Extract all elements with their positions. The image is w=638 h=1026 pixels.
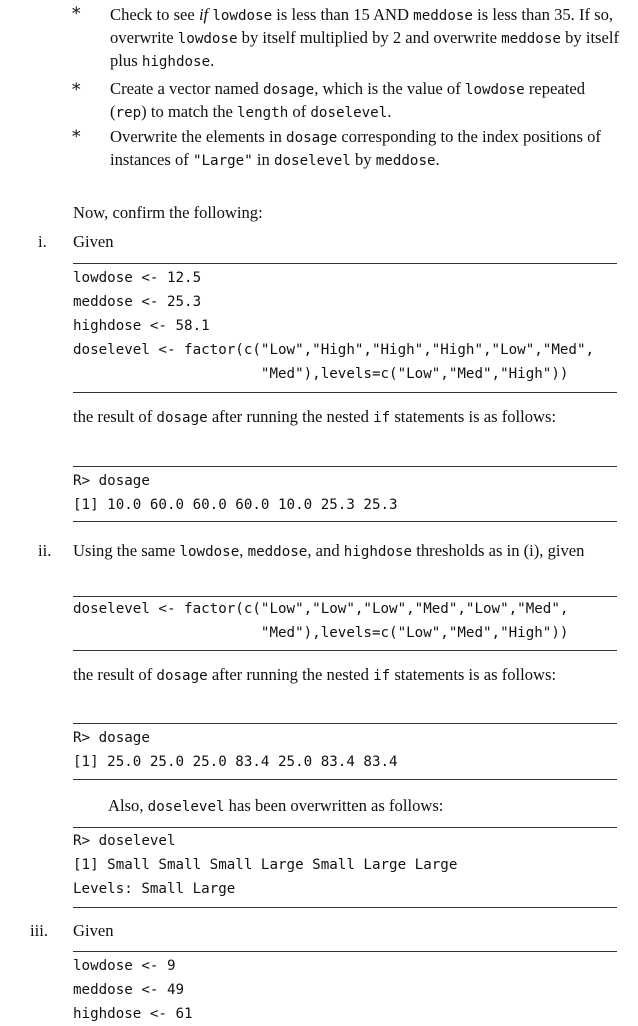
code-line: R> dosage	[73, 730, 150, 746]
section-i-code-result	[73, 469, 617, 517]
code-rule-top	[73, 263, 617, 264]
code-line: Levels: Small Large	[73, 881, 236, 897]
section-i-code-given	[73, 266, 617, 386]
code-line: doselevel <- factor(c("Low","High","High","High","Low","Med",	[73, 342, 595, 358]
section-i-result-text: the result of dosage after running the nested if statements is as follows:	[73, 407, 557, 426]
code-line: [1] 25.0 25.0 25.0 83.4 25.0 83.4 83.4	[73, 754, 398, 770]
code-line: doselevel <- factor(c("Low","Low","Low","Med","Low","Med",	[73, 601, 569, 617]
code-line: lowdose <- 12.5	[73, 270, 202, 286]
section-ii-numeral: ii.	[38, 541, 52, 560]
section-ii-code-doselevel	[73, 829, 617, 901]
code-line: meddose <- 25.3	[73, 294, 202, 310]
code-rule-bottom	[73, 521, 617, 522]
section-ii-also-text: Also, doselevel has been overwritten as follows:	[108, 796, 444, 815]
code-rule-bottom	[73, 907, 617, 908]
code-rule-bottom	[73, 650, 617, 651]
confirm-text: Now, confirm the following:	[73, 203, 263, 222]
section-ii-code-given	[73, 597, 617, 645]
section-i-numeral: i.	[38, 232, 47, 251]
section-iii-numeral: iii.	[30, 921, 48, 940]
code-rule-top	[73, 827, 617, 828]
code-line: highdose <- 58.1	[73, 318, 210, 334]
code-line: R> doselevel	[73, 833, 176, 849]
section-iii-code-given	[73, 954, 617, 1026]
code-rule-bottom	[73, 779, 617, 780]
section-iii-given: Given	[73, 921, 114, 940]
code-line: highdose <- 61	[73, 1006, 193, 1022]
section-ii-code-result	[73, 726, 617, 774]
bullet-marker: *	[72, 80, 81, 100]
code-line: [1] 10.0 60.0 60.0 60.0 10.0 25.3 25.3	[73, 497, 398, 513]
bullet-text: Overwrite the elements in dosage corresponding to the index positions of instances of "Large" in doselevel by meddose.	[110, 127, 601, 169]
code-rule-top	[73, 951, 617, 952]
bullet-text: Check to see if lowdose is less than 15 AND meddose is less than 35. If so, overwrite lowdose by itself multiplied by 2 and overwrite meddose by itself plus highdose.	[110, 5, 620, 70]
section-ii-result-text: the result of dosage after running the nested if statements is as follows:	[73, 665, 557, 684]
bullet-text: Create a vector named dosage, which is the value of lowdose repeated (rep) to match the length of doselevel.	[110, 79, 586, 121]
section-i-given: Given	[73, 232, 114, 251]
code-line: "Med"),levels=c("Low","Med","High"))	[73, 625, 569, 641]
bullet-marker: *	[72, 127, 81, 147]
code-line: lowdose <- 9	[73, 958, 176, 974]
code-rule-top	[73, 466, 617, 467]
code-rule-bottom	[73, 392, 617, 393]
code-line: "Med"),levels=c("Low","Med","High"))	[73, 366, 569, 382]
code-rule-top	[73, 723, 617, 724]
code-line: meddose <- 49	[73, 982, 185, 998]
bullet-marker: *	[72, 4, 81, 24]
code-line: R> dosage	[73, 473, 150, 489]
section-ii-intro: Using the same lowdose, meddose, and highdose thresholds as in (i), given	[73, 541, 585, 560]
code-line: [1] Small Small Small Large Small Large Large	[73, 857, 458, 873]
